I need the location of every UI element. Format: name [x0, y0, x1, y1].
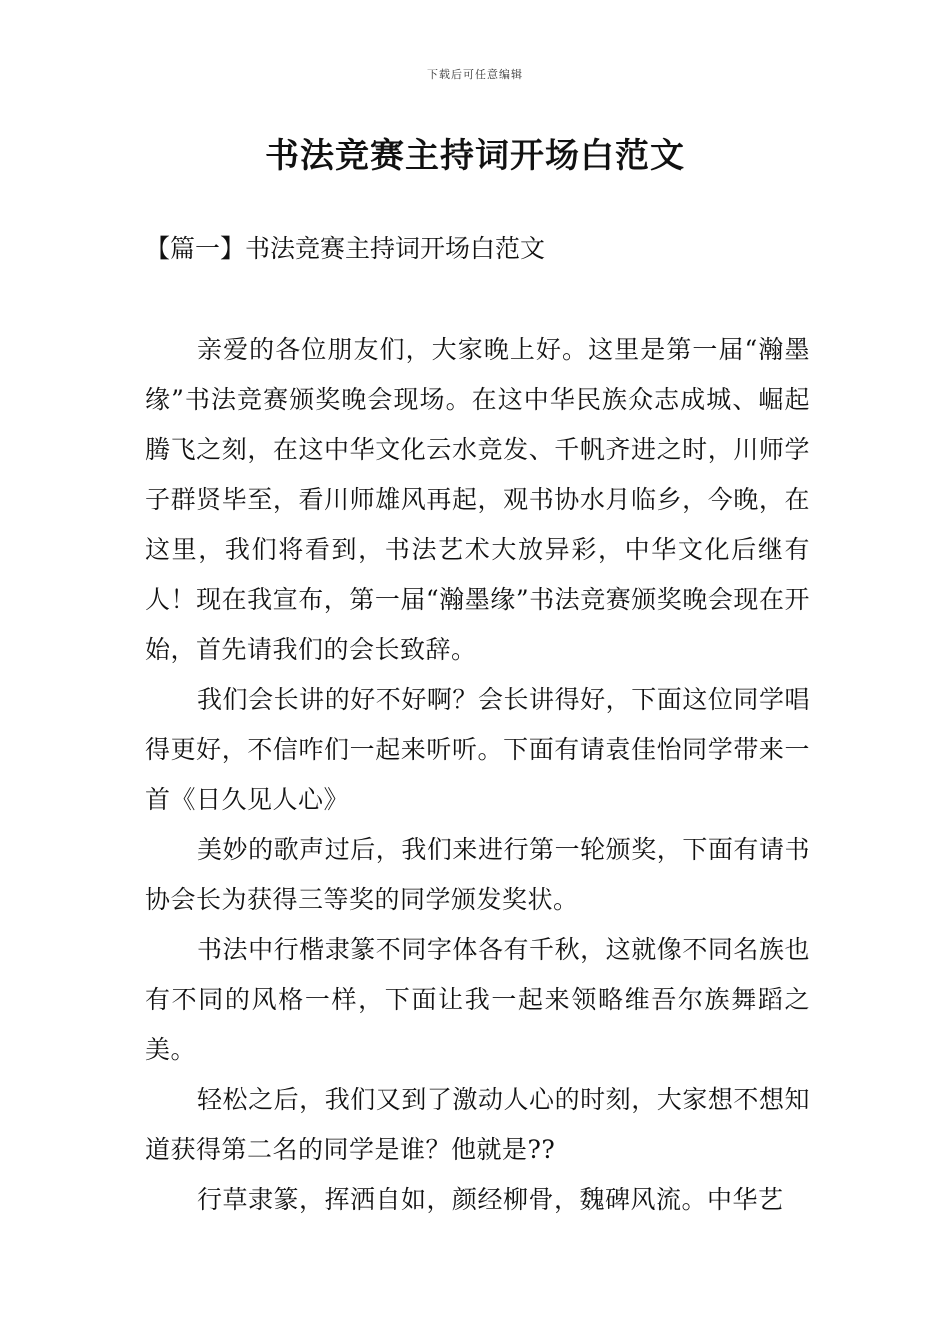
paragraph-2: 我们会长讲的好不好啊？会长讲得好，下面这位同学唱得更好，不信咋们一起来听听。下面有请袁佳怡同学带来一首《日久见人心》 [145, 685, 810, 814]
paragraph-3: 美妙的歌声过后，我们来进行第一轮颁奖，下面有请书协会长为获得三等奖的同学颁发奖状。 [145, 835, 810, 914]
section-heading: 【篇一】书法竞赛主持词开场白范文 [145, 234, 546, 263]
paragraph-4: 书法中行楷隶篆不同字体各有千秋，这就像不同名族也有不同的风格一样，下面让我一起来领略维吾尔族舞蹈之美。 [145, 935, 810, 1064]
document-body [145, 325, 810, 1225]
paragraph-6: 行草隶篆，挥洒自如，颜经柳骨，魏碑风流。中华艺 [197, 1185, 784, 1214]
header-note: 下载后可任意编辑 [427, 68, 523, 81]
paragraph-5: 轻松之后，我们又到了激动人心的时刻，大家想不想知道获得第二名的同学是谁？他就是?? [145, 1085, 810, 1164]
paragraph-1: 亲爱的各位朋友们，大家晚上好。这里是第一届“瀚墨缘”书法竞赛颁奖晚会现场。在这中华民族众志成城、崛起腾飞之刻，在这中华文化云水竞发、千帆齐进之时，川师学子群贤毕至，看川师雄风再起，观书协水月临乡，今晚，在这里，我们将看到，书法艺术大放异彩，中华文化后继有人！现在我宣布，第一届“瀚墨缘”书法竞赛颁奖晚会现在开始，首先请我们的会长致辞。 [145, 335, 810, 664]
document-title: 书法竞赛主持词开场白范文 [265, 136, 685, 176]
